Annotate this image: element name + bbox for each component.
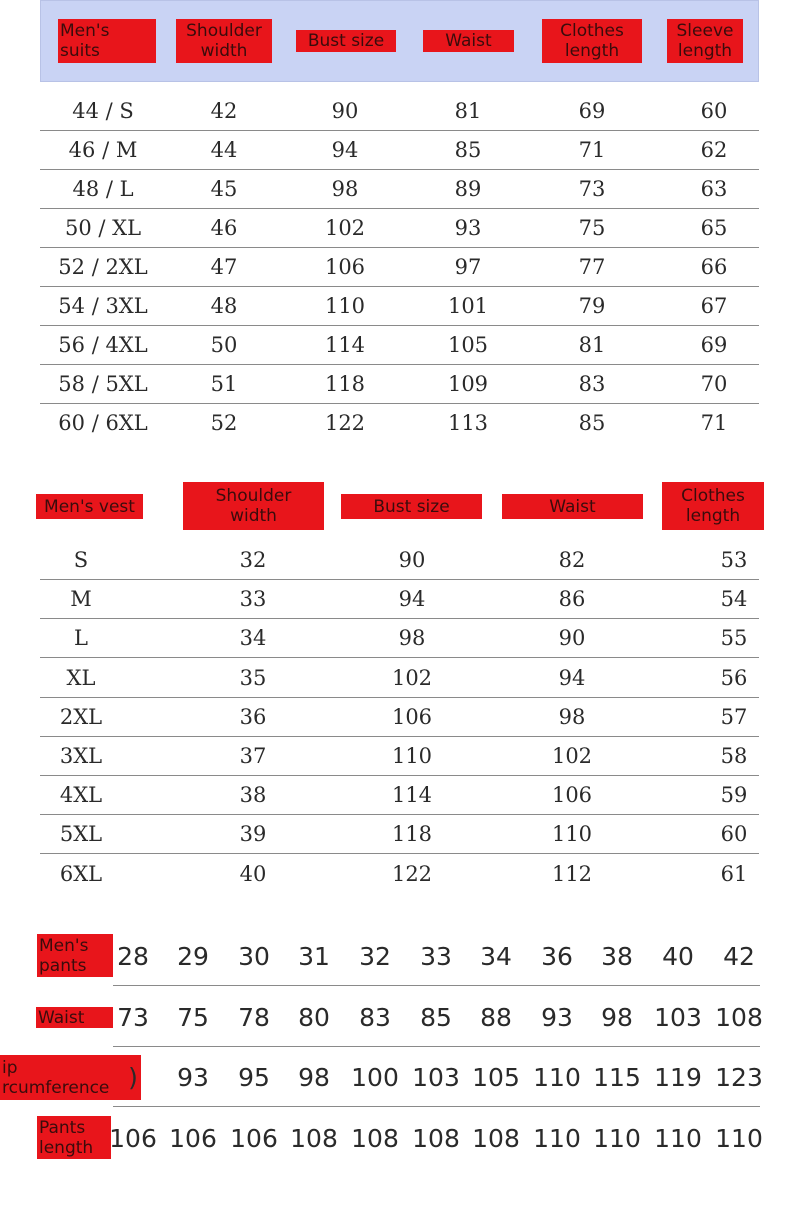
suits-cell: 81 — [454, 99, 482, 123]
pants-cell: 34 — [480, 942, 512, 971]
vest-cell: 98 — [398, 626, 426, 651]
pants-cell: 115 — [593, 1063, 641, 1092]
pants-cell: 106 — [169, 1124, 217, 1153]
pants-cell: 31 — [298, 942, 330, 971]
suits-cell: 62 — [700, 138, 728, 162]
vest-cell: 106 — [551, 783, 593, 808]
pants-cell: 98 — [601, 1003, 633, 1032]
suits-cell: 44 — [210, 138, 238, 162]
suits-cell: 58 / 5XL — [58, 372, 148, 396]
vest-cell: 94 — [558, 665, 586, 690]
suits-cell: 81 — [578, 333, 606, 357]
vest-cell: 86 — [558, 587, 586, 612]
vest-cell: 6XL — [59, 861, 103, 886]
vest-cell: 118 — [391, 822, 433, 847]
pants-cell: 110 — [533, 1124, 581, 1153]
suits-cell: 66 — [700, 255, 728, 279]
vest-cell: 35 — [239, 665, 267, 690]
vest-cell: 90 — [558, 626, 586, 651]
suits-cell: 77 — [578, 255, 606, 279]
vest-cell: 102 — [391, 665, 433, 690]
vest-header-1: Shoulder width — [183, 482, 324, 530]
pants-cell: ) — [128, 1063, 138, 1092]
suits-header-4: Clothes length — [542, 19, 642, 63]
pants-cell: 105 — [472, 1063, 520, 1092]
pants-cell: 83 — [359, 1003, 391, 1032]
vest-cell: 57 — [720, 704, 748, 729]
suits-cell: 102 — [324, 216, 366, 240]
pants-cell: 38 — [601, 942, 633, 971]
suits-cell: 69 — [578, 99, 606, 123]
suits-cell: 50 — [210, 333, 238, 357]
vest-cell: 38 — [239, 783, 267, 808]
suits-cell: 42 — [210, 99, 238, 123]
vest-cell: 40 — [239, 861, 267, 886]
vest-cell: S — [73, 548, 89, 572]
pants-cell: 29 — [177, 942, 209, 971]
suits-cell: 113 — [447, 411, 489, 435]
vest-cell: 4XL — [59, 783, 103, 808]
vest-cell: 34 — [239, 626, 267, 651]
pants-cell: 98 — [298, 1063, 330, 1092]
pants-cell: 80 — [298, 1003, 330, 1032]
suits-cell: 90 — [331, 99, 359, 123]
pants-cell: 85 — [420, 1003, 452, 1032]
vest-cell: 90 — [398, 548, 426, 572]
suits-cell: 73 — [578, 177, 606, 201]
suits-cell: 105 — [447, 333, 489, 357]
pants-cell: 93 — [541, 1003, 573, 1032]
vest-header-2: Bust size — [341, 494, 482, 519]
pants-cell: 100 — [351, 1063, 399, 1092]
suits-cell: 122 — [324, 411, 366, 435]
vest-header-4: Clothes length — [662, 482, 764, 530]
pants-cell: 33 — [420, 942, 452, 971]
suits-header-1: Shoulder width — [176, 19, 272, 63]
pants-cell: 106 — [230, 1124, 278, 1153]
pants-label-0: Men's pants — [37, 934, 113, 977]
vest-header-3: Waist — [502, 494, 643, 519]
pants-cell: 108 — [472, 1124, 520, 1153]
vest-cell: 60 — [720, 822, 748, 847]
suits-cell: 46 — [210, 216, 238, 240]
suits-cell: 45 — [210, 177, 238, 201]
pants-cell: 36 — [541, 942, 573, 971]
pants-cell: 93 — [177, 1063, 209, 1092]
suits-cell: 47 — [210, 255, 238, 279]
suits-cell: 109 — [447, 372, 489, 396]
vest-cell: 61 — [720, 861, 748, 886]
suits-header-3: Waist — [423, 30, 514, 52]
suits-cell: 71 — [578, 138, 606, 162]
vest-cell: 55 — [720, 626, 748, 651]
suits-header-5: Sleeve length — [667, 19, 743, 63]
suits-cell: 114 — [324, 333, 366, 357]
pants-cell: 75 — [177, 1003, 209, 1032]
pants-cell: 123 — [715, 1063, 763, 1092]
table-row-divider — [113, 985, 760, 986]
pants-label-3: Pants length — [37, 1116, 111, 1159]
pants-cell: 108 — [351, 1124, 399, 1153]
vest-cell: 94 — [398, 587, 426, 612]
pants-cell: 78 — [238, 1003, 270, 1032]
suits-cell: 101 — [447, 294, 489, 318]
vest-cell: L — [74, 626, 88, 651]
vest-cell: 37 — [239, 744, 267, 768]
pants-label-1: Waist — [36, 1007, 113, 1028]
suits-cell: 65 — [700, 216, 728, 240]
pants-cell: 32 — [359, 942, 391, 971]
pants-cell: 103 — [412, 1063, 460, 1092]
suits-cell: 85 — [578, 411, 606, 435]
suits-cell: 71 — [700, 411, 728, 435]
vest-cell: 112 — [551, 861, 593, 886]
suits-cell: 52 / 2XL — [58, 255, 148, 279]
suits-cell: 51 — [210, 372, 238, 396]
table-row-divider — [113, 1046, 760, 1047]
vest-cell: 110 — [551, 822, 593, 847]
pants-cell: 103 — [654, 1003, 702, 1032]
suits-cell: 98 — [331, 177, 359, 201]
vest-cell: 36 — [239, 704, 267, 729]
suits-cell: 50 / XL — [64, 216, 142, 240]
pants-cell: 73 — [117, 1003, 149, 1032]
suits-cell: 97 — [454, 255, 482, 279]
vest-cell: 122 — [391, 861, 433, 886]
suits-header-0: Men's suits — [58, 19, 156, 63]
suits-cell: 94 — [331, 138, 359, 162]
suits-cell: 110 — [324, 294, 366, 318]
suits-header-2: Bust size — [296, 30, 396, 52]
vest-cell: 5XL — [59, 822, 103, 847]
vest-cell: 106 — [391, 704, 433, 729]
suits-cell: 93 — [454, 216, 482, 240]
suits-cell: 118 — [324, 372, 366, 396]
vest-cell: 39 — [239, 822, 267, 847]
pants-cell: 119 — [654, 1063, 702, 1092]
pants-cell: 110 — [715, 1124, 763, 1153]
pants-cell: 95 — [238, 1063, 270, 1092]
pants-label-2: ip rcumference — [0, 1055, 141, 1100]
table-row-divider — [113, 1106, 760, 1107]
pants-cell: 110 — [654, 1124, 702, 1153]
vest-cell: 2XL — [59, 704, 103, 729]
suits-cell: 60 — [700, 99, 728, 123]
suits-cell: 54 / 3XL — [58, 294, 148, 318]
vest-cell: 110 — [391, 744, 433, 768]
vest-cell: 114 — [391, 783, 433, 808]
suits-cell: 46 / M — [68, 138, 138, 162]
vest-header-0: Men's vest — [36, 494, 143, 519]
vest-cell: 98 — [558, 704, 586, 729]
suits-cell: 106 — [324, 255, 366, 279]
pants-cell: 110 — [533, 1063, 581, 1092]
pants-cell: 108 — [290, 1124, 338, 1153]
suits-cell: 56 / 4XL — [58, 333, 148, 357]
suits-cell: 60 / 6XL — [58, 411, 148, 435]
pants-cell: 108 — [412, 1124, 460, 1153]
suits-cell: 89 — [454, 177, 482, 201]
suits-cell: 44 / S — [72, 99, 134, 123]
pants-cell: 28 — [117, 942, 149, 971]
suits-cell: 48 — [210, 294, 238, 318]
pants-cell: 88 — [480, 1003, 512, 1032]
suits-cell: 52 — [210, 411, 238, 435]
vest-cell: 56 — [720, 665, 748, 690]
suits-cell: 69 — [700, 333, 728, 357]
vest-cell: M — [70, 587, 92, 612]
pants-cell: 110 — [593, 1124, 641, 1153]
pants-cell: 42 — [723, 942, 755, 971]
vest-cell: 58 — [720, 744, 748, 768]
vest-cell: 33 — [239, 587, 267, 612]
pants-cell: 106 — [109, 1124, 157, 1153]
vest-cell: 53 — [720, 548, 748, 572]
vest-cell: 59 — [720, 783, 748, 808]
pants-cell: 108 — [715, 1003, 763, 1032]
suits-cell: 63 — [700, 177, 728, 201]
suits-cell: 79 — [578, 294, 606, 318]
vest-cell: XL — [66, 665, 96, 690]
suits-cell: 48 / L — [72, 177, 134, 201]
suits-cell: 67 — [700, 294, 728, 318]
pants-cell: 40 — [662, 942, 694, 971]
vest-cell: 102 — [551, 744, 593, 768]
vest-cell: 3XL — [59, 744, 103, 768]
suits-cell: 83 — [578, 372, 606, 396]
suits-cell: 70 — [700, 372, 728, 396]
vest-cell: 32 — [239, 548, 267, 572]
vest-cell: 54 — [720, 587, 748, 612]
vest-cell: 82 — [558, 548, 586, 572]
pants-cell: 30 — [238, 942, 270, 971]
suits-cell: 85 — [454, 138, 482, 162]
suits-cell: 75 — [578, 216, 606, 240]
